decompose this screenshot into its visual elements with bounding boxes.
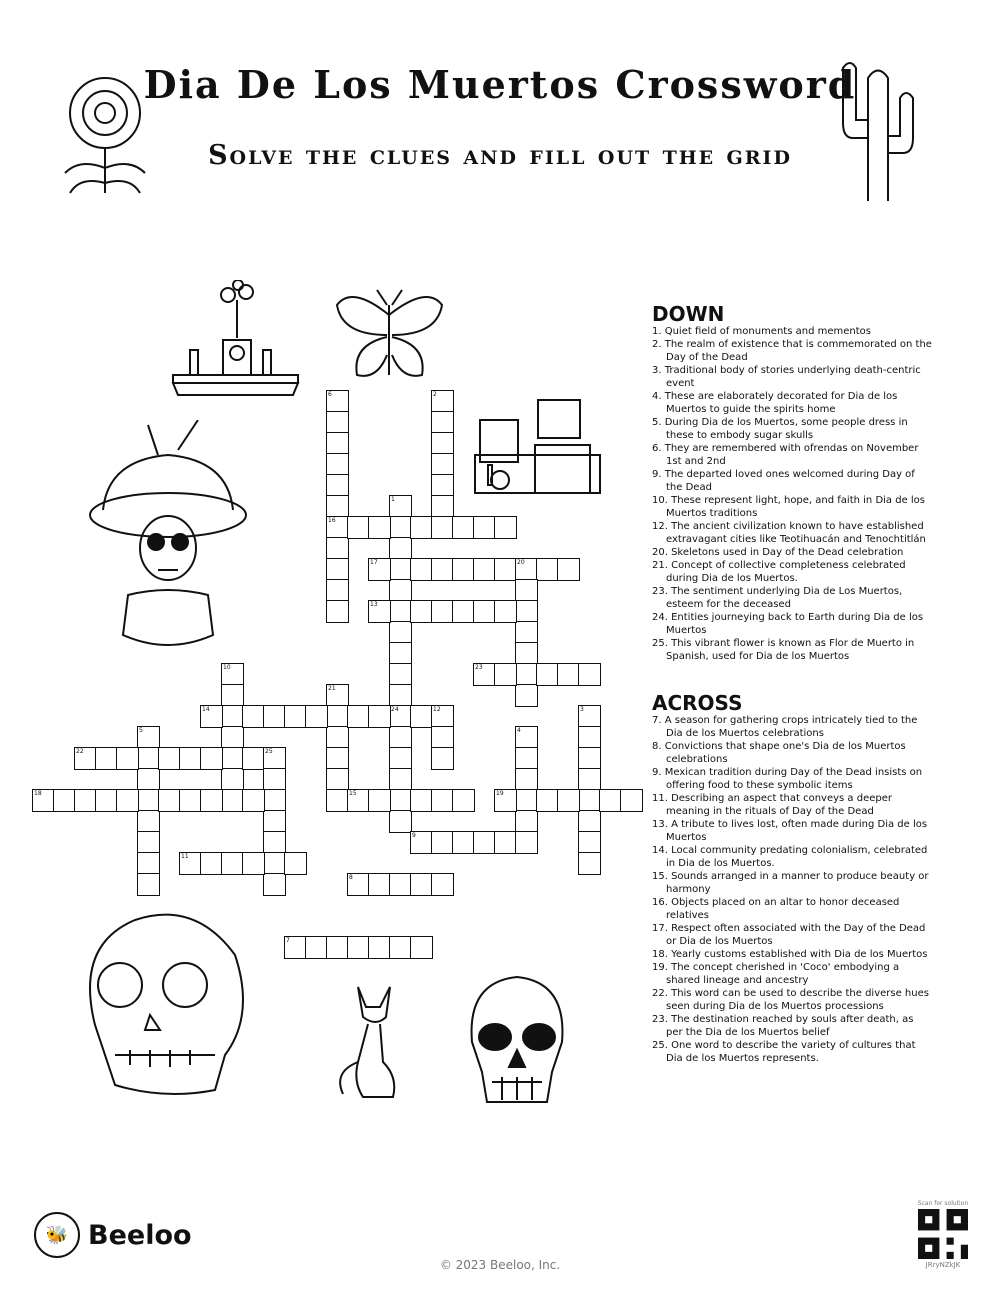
grid-cell[interactable] [410, 600, 433, 623]
crossword-grid [0, 0, 640, 1000]
grid-cell[interactable] [431, 411, 454, 434]
grid-cell[interactable] [410, 516, 433, 539]
clue-number: 25 [265, 748, 273, 755]
grid-cell[interactable] [53, 789, 76, 812]
copyright: © 2023 Beeloo, Inc. [439, 1258, 561, 1272]
grid-cell[interactable] [431, 495, 454, 518]
grid-cell[interactable] [494, 600, 517, 623]
grid-cell[interactable] [515, 642, 538, 665]
clue-number: 14 [202, 706, 210, 713]
grid-cell[interactable] [389, 579, 412, 602]
grid-cell[interactable] [368, 936, 391, 959]
grid-cell[interactable] [389, 936, 412, 959]
grid-cell[interactable] [326, 705, 349, 728]
across-clue: 11. Describing an aspect that conveys a deeper meaning in the rituals of Day of the Dead [652, 793, 892, 817]
grid-cell[interactable] [305, 936, 328, 959]
clue-number: 15 [349, 790, 357, 797]
grid-cell[interactable] [389, 537, 412, 560]
grid-cell[interactable] [347, 516, 370, 539]
grid-cell[interactable] [578, 810, 601, 833]
grid-cell[interactable] [242, 852, 265, 875]
grid-cell[interactable] [389, 684, 412, 707]
clue-number: 19 [496, 790, 504, 797]
grid-cell[interactable] [557, 663, 580, 686]
grid-cell[interactable] [200, 789, 223, 812]
grid-cell[interactable] [179, 747, 202, 770]
grid-cell[interactable] [536, 663, 559, 686]
grid-cell[interactable] [410, 558, 433, 581]
grid-cell[interactable] [515, 810, 538, 833]
grid-cell[interactable] [557, 789, 580, 812]
grid-cell[interactable] [389, 810, 412, 833]
clue-number: 24 [391, 706, 399, 713]
grid-cell[interactable] [515, 600, 538, 623]
grid-cell[interactable] [263, 831, 286, 854]
across-clue: 23. The destination reached by souls after death, as per the Dia de los Muertos belief [652, 1014, 914, 1038]
qr-code-icon [918, 1209, 968, 1259]
grid-cell[interactable] [347, 705, 370, 728]
grid-cell[interactable] [137, 810, 160, 833]
grid-cell[interactable] [326, 537, 349, 560]
grid-cell[interactable] [326, 600, 349, 623]
down-clue: 23. The sentiment underlying Dia de Los Muertos, esteem for the deceased [652, 586, 903, 610]
down-clue: 12. The ancient civilization known to have established extravagant cities like Teotihuacán and Tenochtitlán [652, 521, 926, 545]
grid-cell[interactable] [431, 789, 454, 812]
grid-cell[interactable] [536, 558, 559, 581]
down-clue: 21. Concept of collective completeness celebrated during Dia de los Muertos. [652, 560, 906, 584]
clue-number: 23 [475, 664, 483, 671]
grid-cell[interactable] [452, 831, 475, 854]
across-clue: 15. Sounds arranged in a manner to produce beauty or harmony [652, 871, 929, 895]
grid-cell[interactable] [200, 747, 223, 770]
grid-cell[interactable] [305, 705, 328, 728]
grid-cell[interactable] [326, 558, 349, 581]
down-clue: 5. During Dia de los Muertos, some people dress in these to embody sugar skulls [652, 417, 908, 441]
clue-number: 7 [286, 937, 290, 944]
grid-cell[interactable] [368, 705, 391, 728]
grid-cell[interactable] [326, 726, 349, 749]
grid-cell[interactable] [326, 747, 349, 770]
clue-number: 21 [328, 685, 336, 692]
grid-cell[interactable] [263, 789, 286, 812]
grid-cell[interactable] [389, 516, 412, 539]
grid-cell[interactable] [578, 789, 601, 812]
clue-number: 10 [223, 664, 231, 671]
grid-cell[interactable] [221, 684, 244, 707]
grid-cell[interactable] [95, 747, 118, 770]
grid-cell[interactable] [515, 684, 538, 707]
clue-number: 13 [370, 601, 378, 608]
grid-cell[interactable] [515, 663, 538, 686]
clue-number: 6 [328, 391, 332, 398]
grid-cell[interactable] [263, 768, 286, 791]
clue-number: 3 [580, 706, 584, 713]
clue-number: 4 [517, 727, 521, 734]
grid-cell[interactable] [137, 768, 160, 791]
grid-cell[interactable] [158, 747, 181, 770]
grid-cell[interactable] [158, 789, 181, 812]
grid-cell[interactable] [494, 516, 517, 539]
down-clues [652, 302, 932, 663]
grid-cell[interactable] [221, 705, 244, 728]
grid-cell[interactable] [494, 558, 517, 581]
grid-cell[interactable] [326, 495, 349, 518]
grid-cell[interactable] [578, 726, 601, 749]
down-clue: 24. Entities journeying back to Earth during Dia de los Muertos [652, 612, 924, 636]
dog-icon [318, 982, 418, 1102]
across-clue: 16. Objects placed on an altar to honor deceased relatives [652, 897, 900, 921]
grid-cell[interactable] [221, 789, 244, 812]
grid-cell[interactable] [326, 789, 349, 812]
grid-cell[interactable] [410, 705, 433, 728]
grid-cell[interactable] [452, 516, 475, 539]
down-clue: 6. They are remembered with ofrendas on November 1st and 2nd [652, 443, 919, 467]
grid-cell[interactable] [536, 789, 559, 812]
across-clue: 25. One word to describe the variety of cultures that Dia de los Muertos represents. [652, 1040, 916, 1064]
grid-cell[interactable] [431, 747, 454, 770]
grid-cell[interactable] [473, 831, 496, 854]
grid-cell[interactable] [221, 726, 244, 749]
grid-cell[interactable] [515, 579, 538, 602]
down-clue: 3. Traditional body of stories underlying death-centric event [652, 365, 921, 389]
grid-cell[interactable] [620, 789, 643, 812]
grid-cell[interactable] [410, 873, 433, 896]
grid-cell[interactable] [431, 516, 454, 539]
grid-cell[interactable] [389, 726, 412, 749]
grid-cell[interactable] [431, 474, 454, 497]
grid-cell[interactable] [389, 747, 412, 770]
grid-cell[interactable] [74, 789, 97, 812]
grid-cell[interactable] [179, 789, 202, 812]
across-clue: 13. A tribute to lives lost, often made during Dia de los Muertos [652, 819, 928, 843]
grid-cell[interactable] [452, 789, 475, 812]
qr-code-text: JRryNZkJK [925, 1261, 961, 1269]
down-clue: 1. Quiet field of monuments and mementos [652, 326, 871, 337]
down-clue: 9. The departed loved ones welcomed during Day of the Dead [652, 469, 915, 493]
across-clues [652, 691, 932, 1065]
grid-cell[interactable] [389, 789, 412, 812]
grid-cell[interactable] [389, 558, 412, 581]
grid-cell[interactable] [515, 831, 538, 854]
grid-cell[interactable] [221, 747, 244, 770]
brand-logo [34, 1212, 192, 1258]
grid-cell[interactable] [515, 747, 538, 770]
grid-cell[interactable] [389, 663, 412, 686]
grid-cell[interactable] [116, 789, 139, 812]
grid-cell[interactable] [200, 852, 223, 875]
grid-cell[interactable] [116, 747, 139, 770]
grid-cell[interactable] [494, 831, 517, 854]
grid-cell[interactable] [137, 831, 160, 854]
grid-cell[interactable] [557, 558, 580, 581]
grid-cell[interactable] [137, 747, 160, 770]
grid-cell[interactable] [473, 516, 496, 539]
grid-cell[interactable] [410, 789, 433, 812]
qr-caption: Scan for solution [917, 1200, 969, 1207]
grid-cell[interactable] [494, 663, 517, 686]
grid-cell[interactable] [452, 600, 475, 623]
grid-cell[interactable] [431, 831, 454, 854]
grid-cell[interactable] [389, 621, 412, 644]
grid-cell[interactable] [431, 558, 454, 581]
across-clue: 22. This word can be used to describe the diverse hues seen during Dia de los Muertos processions [652, 988, 929, 1012]
down-clue: 10. These represent light, hope, and faith in Dia de los Muertos traditions [652, 495, 926, 519]
clue-number: 12 [433, 706, 441, 713]
grid-cell[interactable] [326, 936, 349, 959]
grid-cell[interactable] [431, 453, 454, 476]
grid-cell[interactable] [431, 600, 454, 623]
grid-cell[interactable] [578, 747, 601, 770]
clue-number: 20 [517, 559, 525, 566]
grid-cell[interactable] [389, 600, 412, 623]
cactus-icon [838, 58, 918, 203]
down-clue: 4. These are elaborately decorated for Dia de los Muertos to guide the spirits home [652, 391, 898, 415]
grid-cell[interactable] [137, 873, 160, 896]
clue-number: 5 [139, 727, 143, 734]
grid-cell[interactable] [326, 453, 349, 476]
grid-cell[interactable] [263, 873, 286, 896]
grid-cell[interactable] [242, 705, 265, 728]
grid-cell[interactable] [431, 432, 454, 455]
grid-cell[interactable] [578, 831, 601, 854]
grid-cell[interactable] [284, 705, 307, 728]
grid-cell[interactable] [95, 789, 118, 812]
grid-cell[interactable] [578, 768, 601, 791]
grid-cell[interactable] [326, 768, 349, 791]
across-clue: 17. Respect often associated with the Day of the Dead or Dia de los Muertos [652, 923, 926, 947]
grid-cell[interactable] [431, 873, 454, 896]
clue-number: 1 [391, 496, 395, 503]
across-clue: 7. A season for gathering crops intricately tied to the Dia de los Muertos celebrations [652, 715, 918, 739]
grid-cell[interactable] [515, 621, 538, 644]
clue-number: 18 [34, 790, 42, 797]
grid-cell[interactable] [263, 705, 286, 728]
down-heading: DOWN [652, 302, 725, 326]
clue-number: 2 [433, 391, 437, 398]
grid-cell[interactable] [368, 789, 391, 812]
clue-number: 17 [370, 559, 378, 566]
grid-cell[interactable] [389, 642, 412, 665]
across-clue: 14. Local community predating colonialism, celebrated in Dia de los Muertos. [652, 845, 928, 869]
grid-cell[interactable] [326, 411, 349, 434]
grid-cell[interactable] [137, 852, 160, 875]
clue-number: 11 [181, 853, 189, 860]
grid-cell[interactable] [347, 936, 370, 959]
grid-cell[interactable] [368, 516, 391, 539]
grid-cell[interactable] [368, 873, 391, 896]
grid-cell[interactable] [578, 852, 601, 875]
clue-number: 22 [76, 748, 84, 755]
grid-cell[interactable] [389, 768, 412, 791]
grid-cell[interactable] [263, 810, 286, 833]
grid-cell[interactable] [431, 726, 454, 749]
clue-number: 16 [328, 517, 336, 524]
bee-logo-icon: 🐝 [34, 1212, 80, 1258]
down-clue: 2. The realm of existence that is commemorated on the Day of the Dead [652, 339, 932, 363]
across-clue: 19. The concept cherished in 'Coco' embodying a shared lineage and ancestry [652, 962, 900, 986]
down-clue: 20. Skeletons used in Day of the Dead celebration [652, 547, 904, 558]
grid-cell[interactable] [326, 579, 349, 602]
grid-cell[interactable] [515, 789, 538, 812]
grid-cell[interactable] [515, 768, 538, 791]
grid-cell[interactable] [473, 600, 496, 623]
qr-block [916, 1200, 970, 1269]
grid-cell[interactable] [263, 852, 286, 875]
grid-cell[interactable] [284, 852, 307, 875]
across-clue: 8. Convictions that shape one's Dia de los Muertos celebrations [652, 741, 906, 765]
grid-cell[interactable] [137, 789, 160, 812]
brand-name: Beeloo [88, 1219, 192, 1251]
grid-cell[interactable] [473, 558, 496, 581]
page-subtitle: Solve the clues and fill out the grid [208, 140, 792, 171]
grid-cell[interactable] [221, 852, 244, 875]
grid-cell[interactable] [326, 474, 349, 497]
grid-cell[interactable] [599, 789, 622, 812]
across-clue: 9. Mexican tradition during Day of the Dead insists on offering food to these symbolic items [652, 767, 923, 791]
grid-cell[interactable] [221, 768, 244, 791]
grid-cell[interactable] [410, 936, 433, 959]
page-title: Dia De Los Muertos Crossword [143, 62, 857, 107]
clue-number: 8 [349, 874, 353, 881]
grid-cell[interactable] [452, 558, 475, 581]
down-clue: 25. This vibrant flower is known as Flor de Muerto in Spanish, used for Dia de los Muertos [652, 638, 915, 662]
grid-cell[interactable] [578, 663, 601, 686]
clue-number: 9 [412, 832, 416, 839]
across-heading: ACROSS [652, 691, 743, 715]
grid-cell[interactable] [242, 789, 265, 812]
grid-cell[interactable] [389, 873, 412, 896]
across-clue: 18. Yearly customs established with Dia de los Muertos [652, 949, 928, 960]
grid-cell[interactable] [326, 432, 349, 455]
grid-cell[interactable] [242, 747, 265, 770]
